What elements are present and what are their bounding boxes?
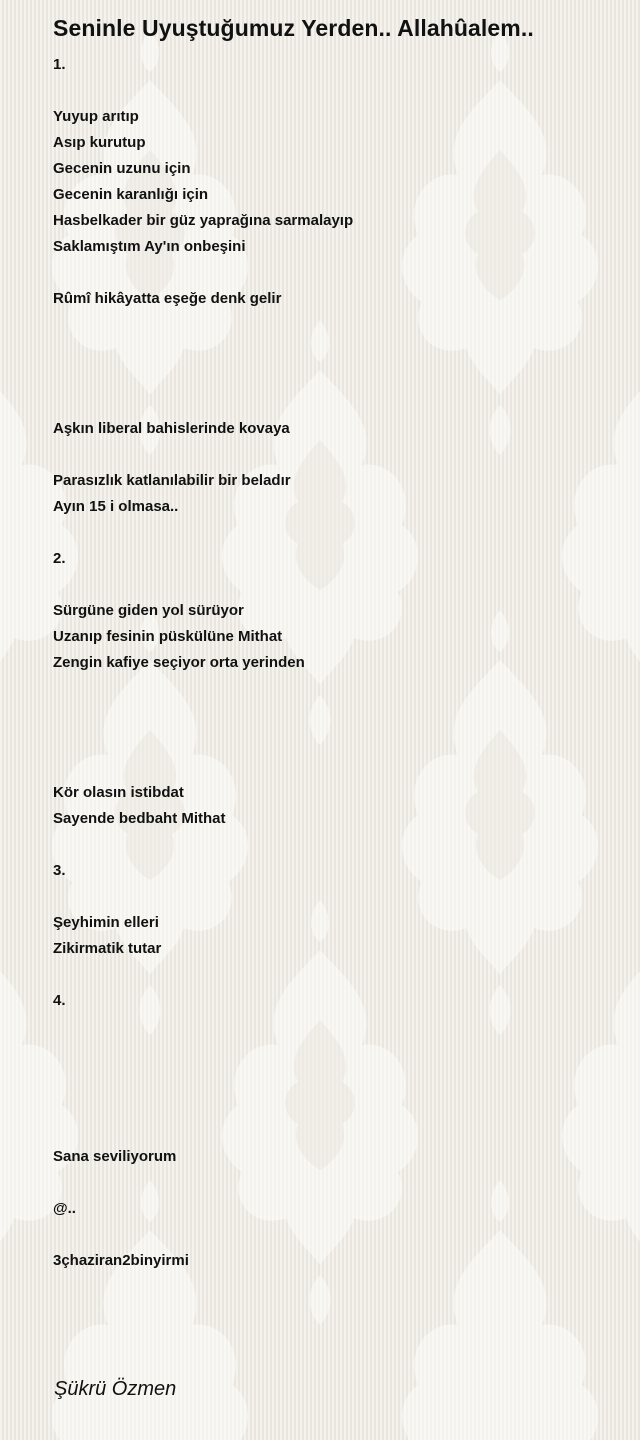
poem-line: Sürgüne giden yol sürüyor (53, 602, 244, 619)
poem-line (53, 832, 613, 858)
poem-line (53, 1014, 613, 1040)
poem-line (53, 442, 613, 468)
poem-line: Rûmî hikâyatta eşeğe denk gelir (53, 290, 282, 307)
poem-line: 2. (53, 550, 66, 567)
poem-line: Sayende bedbaht Mithat (53, 810, 226, 827)
poem-line (53, 702, 613, 728)
poem-line: Hasbelkader bir güz yaprağına sarmalayıp (53, 212, 354, 229)
poem-container (53, 0, 613, 1274)
poem-line (53, 1170, 613, 1196)
poem-line (53, 1040, 613, 1066)
poem-line: Şeyhimin elleri (53, 914, 159, 931)
poem-line: Ayın 15 i olmasa.. (53, 498, 179, 515)
poem-line (53, 1222, 613, 1248)
poem-line: 3. (53, 862, 66, 879)
poem-line (53, 728, 613, 754)
poem-line: Gecenin uzunu için (53, 160, 191, 177)
poem-line (53, 1066, 613, 1092)
poem-line (53, 572, 613, 598)
poem-line: Zikirmatik tutar (53, 940, 162, 957)
poem-line (53, 364, 613, 390)
poem-line: Parasızlık katlanılabilir bir beladır (53, 472, 291, 489)
poem-line (53, 1118, 613, 1144)
poem-line (53, 676, 613, 702)
poem-line: Kör olasın istibdat (53, 784, 184, 801)
poem-line: Asıp kurutup (53, 134, 146, 151)
poem-line: Yuyup arıtıp (53, 108, 139, 125)
poem-line: Uzanıp fesinin püskülüne Mithat (53, 628, 283, 645)
poem-line: 4. (53, 992, 66, 1009)
poem-line (53, 78, 613, 104)
poem-line (53, 312, 613, 338)
poem-line (53, 1092, 613, 1118)
poem-line: 1. (53, 56, 66, 73)
poem-line (53, 520, 613, 546)
poem-body (53, 52, 613, 1274)
poem-line (53, 260, 613, 286)
poem-line: @.. (53, 1200, 76, 1217)
poem-line: 3çhaziran2binyirmi (53, 1252, 189, 1269)
author-name: Şükrü Özmen (54, 1378, 177, 1400)
poem-line (53, 962, 613, 988)
poem-line (53, 338, 613, 364)
poem-line (53, 390, 613, 416)
poem-line: Sana seviliyorum (53, 1148, 177, 1165)
poem-title: Seninle Uyuştuğumuz Yerden.. Allahûalem.. (53, 15, 534, 41)
poem-line (53, 884, 613, 910)
poem-line: Saklamıştım Ay'ın onbeşini (53, 238, 246, 255)
poem-line (53, 754, 613, 780)
poem-line: Gecenin karanlığı için (53, 186, 209, 203)
poem-line: Zengin kafiye seçiyor orta yerinden (53, 654, 305, 671)
poem-line: Aşkın liberal bahislerinde kovaya (53, 420, 290, 437)
